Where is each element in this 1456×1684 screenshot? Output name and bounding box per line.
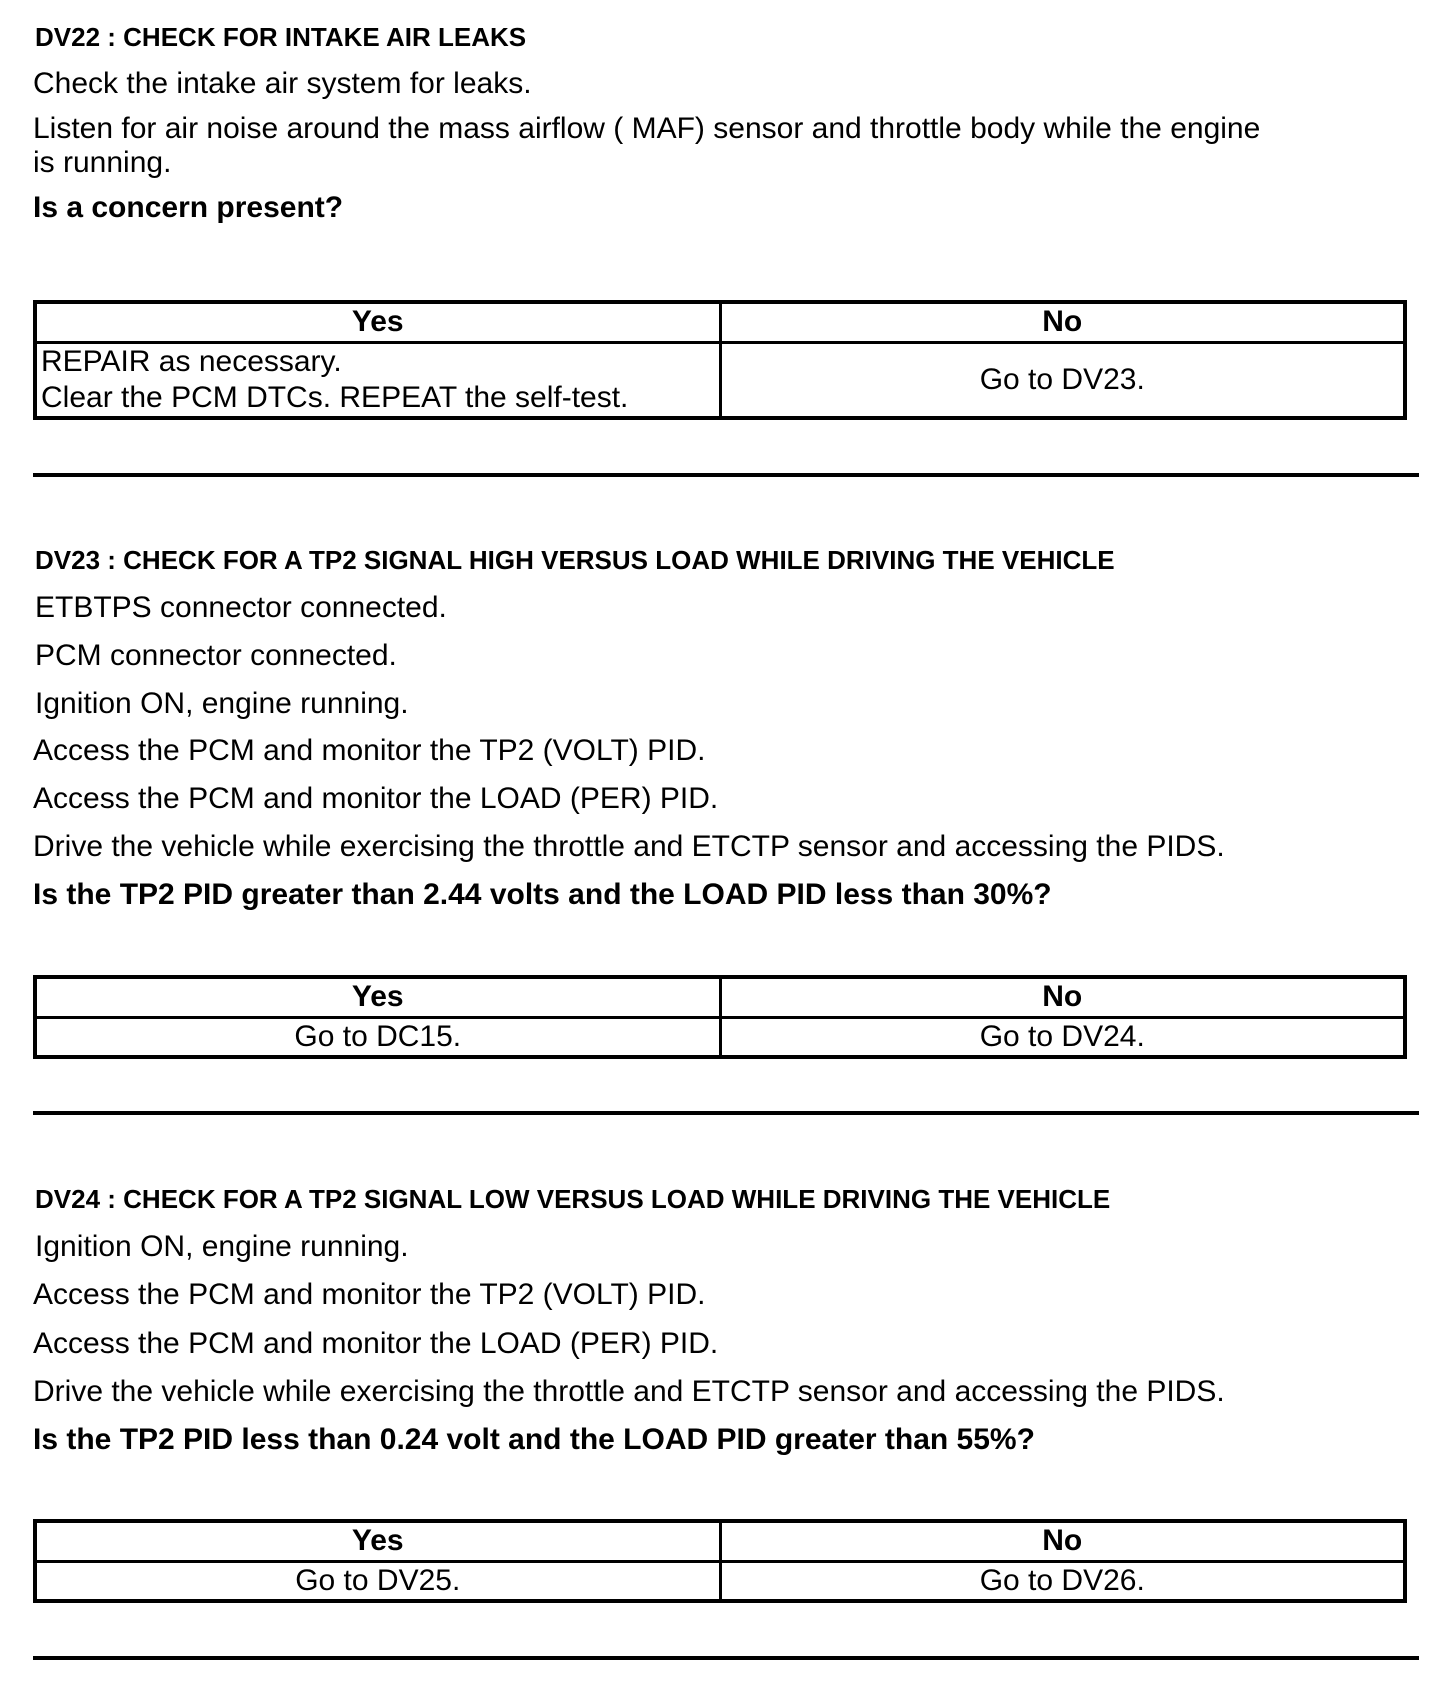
- section-divider: [33, 1656, 1419, 1660]
- section-divider: [33, 1111, 1419, 1115]
- no-cell: Go to DV24.: [720, 1017, 1405, 1057]
- result-table: [33, 975, 1407, 1059]
- yes-cell-line: Clear the PCM DTCs. REPEAT the self-test.: [41, 380, 629, 414]
- yes-cell: Go to DV25.: [35, 1561, 720, 1601]
- no-cell: Go to DV23.: [720, 342, 1405, 418]
- step-question: Is the TP2 PID greater than 2.44 volts and the LOAD PID less than 30%?: [33, 878, 1052, 911]
- section-divider: [33, 473, 1419, 477]
- instruction-line: Ignition ON, engine running.: [35, 687, 409, 720]
- no-cell: Go to DV26.: [720, 1561, 1405, 1601]
- instruction-line: Access the PCM and monitor the LOAD (PER) PID.: [33, 1327, 719, 1360]
- instruction-line: Drive the vehicle while exercising the throttle and ETCTP sensor and accessing the PIDS.: [33, 1375, 1225, 1408]
- step-heading: DV23 : CHECK FOR A TP2 SIGNAL HIGH VERSUS LOAD WHILE DRIVING THE VEHICLE: [35, 545, 1115, 575]
- instruction-line: Access the PCM and monitor the TP2 (VOLT) PID.: [33, 734, 706, 767]
- yes-header: Yes: [35, 977, 720, 1017]
- no-header: No: [720, 1521, 1405, 1561]
- yes-cell-line: REPAIR as necessary.: [41, 344, 342, 378]
- instruction-line: is running.: [33, 146, 172, 179]
- instruction-line: ETBTPS connector connected.: [35, 591, 447, 624]
- instruction-line: Listen for air noise around the mass airflow ( MAF) sensor and throttle body while the engine: [33, 112, 1261, 145]
- yes-header: Yes: [35, 1521, 720, 1561]
- instruction-line: Access the PCM and monitor the LOAD (PER) PID.: [33, 782, 719, 815]
- instruction-line: Ignition ON, engine running.: [35, 1230, 409, 1263]
- yes-cell: Go to DC15.: [35, 1017, 720, 1057]
- instruction-line: PCM connector connected.: [35, 639, 397, 672]
- instruction-line: Check the intake air system for leaks.: [33, 67, 532, 100]
- no-header: No: [720, 302, 1405, 342]
- step-question: Is the TP2 PID less than 0.24 volt and the LOAD PID greater than 55%?: [33, 1423, 1035, 1456]
- no-header: No: [720, 977, 1405, 1017]
- step-heading: DV22 : CHECK FOR INTAKE AIR LEAKS: [35, 22, 527, 52]
- yes-cell: [35, 342, 720, 418]
- instruction-line: Access the PCM and monitor the TP2 (VOLT) PID.: [33, 1278, 706, 1311]
- step-heading: DV24 : CHECK FOR A TP2 SIGNAL LOW VERSUS LOAD WHILE DRIVING THE VEHICLE: [35, 1184, 1111, 1214]
- yes-header: Yes: [35, 302, 720, 342]
- step-question: Is a concern present?: [33, 191, 344, 224]
- result-table: [33, 300, 1407, 420]
- instruction-line: Drive the vehicle while exercising the throttle and ETCTP sensor and accessing the PIDS.: [33, 830, 1225, 863]
- result-table: [33, 1519, 1407, 1603]
